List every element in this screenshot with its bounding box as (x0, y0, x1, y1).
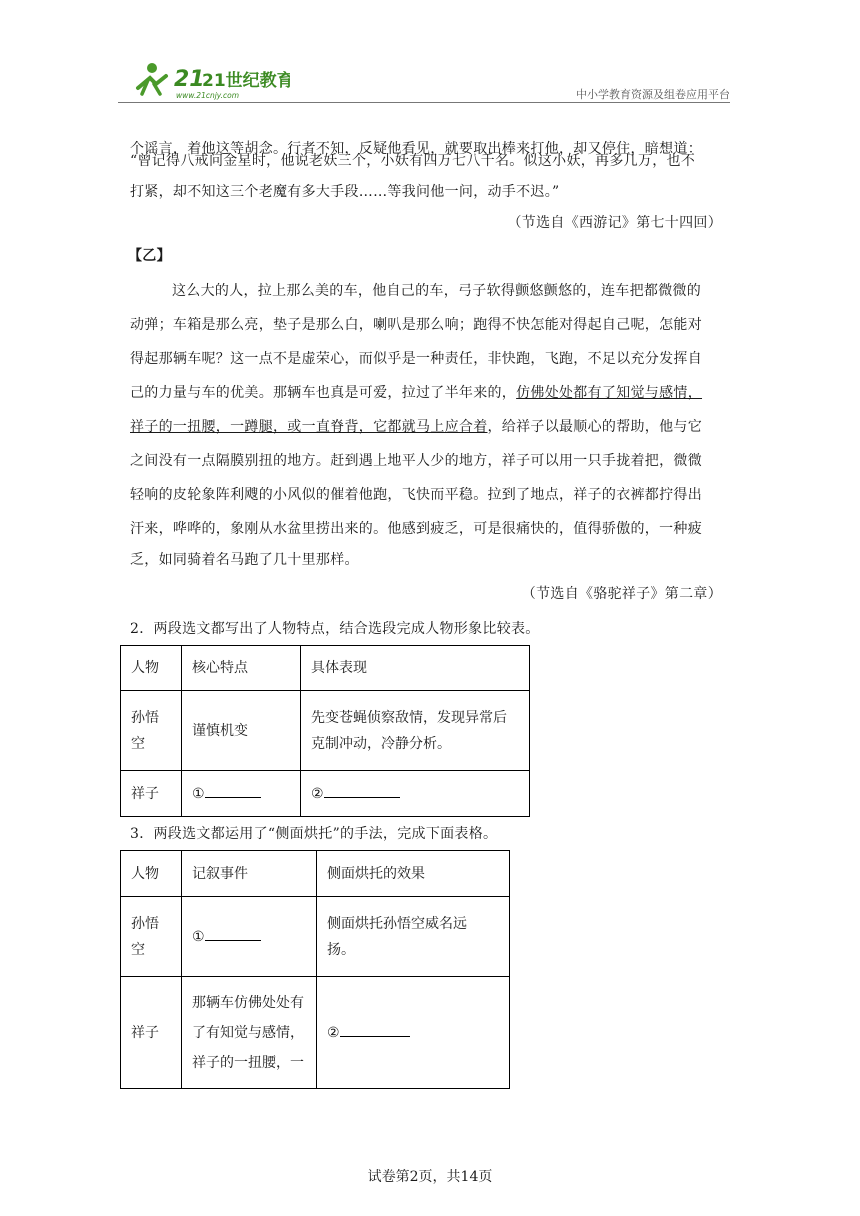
q3-table (120, 850, 510, 1089)
yi-line-1: 这么大的人，拉上那么美的车，他自己的车，弓子软得颤悠颤悠的，连车把都微微的 (172, 283, 702, 299)
table-cell: 记叙事件 (182, 851, 317, 897)
table-header-row (121, 646, 530, 691)
table-row (121, 771, 530, 817)
circled-number: ② (311, 785, 324, 802)
header-divider (118, 102, 730, 103)
table-header-row (121, 851, 510, 897)
yi-label: 【乙】 (128, 248, 171, 264)
page-header (118, 58, 730, 106)
q2-table (120, 645, 530, 817)
page-footer: 试卷第2页，共14页 (367, 1169, 493, 1185)
table-cell: 具体表现 (301, 646, 530, 691)
svg-text:www.21cnjy.com: www.21cnjy.com (176, 91, 240, 100)
yi-line-3: 得起那辆车呢？这一点不是虚荣心，而似乎是一种责任，非快跑，飞跑，不足以充分发挥自 (130, 351, 702, 367)
q3-prompt: 3．两段选文都运用了“侧面烘托”的手法，完成下面表格。 (130, 826, 498, 842)
jia-line-1: 个谣言，着他这等胡念。行者不知，反疑他看见，就要取出棒来打他，却又停住，暗想道： (130, 141, 702, 157)
jia-line-3: 打紧，却不知这三个老魔有多大手段……等我问他一问，动手不迟。” (130, 184, 560, 200)
table-cell: 核心特点 (182, 646, 301, 691)
jia-source: （节选自《西游记》第七十四回） (507, 215, 722, 231)
underlined-phrase-2: 祥子的一扭腰，一蹲腿，或一直脊背，它都就马上应合着 (130, 419, 488, 435)
site-logo (130, 58, 290, 102)
runner-logo-icon (130, 58, 290, 102)
svg-text:21: 21 (174, 67, 205, 92)
table-cell: 祥子 (121, 771, 182, 817)
answer-blank[interactable] (324, 783, 400, 798)
yi-line-4-text: 己的力量与车的优美。那辆车也真是可爱，拉过了半年来的， (130, 385, 517, 401)
table-cell (182, 897, 317, 977)
table-cell (301, 771, 530, 817)
platform-name: 中小学教育资源及组卷应用平台 (576, 88, 730, 101)
table-row (121, 977, 510, 1089)
table-cell: 孙悟 空 (121, 691, 182, 771)
table-cell (317, 977, 510, 1089)
answer-blank[interactable] (340, 1022, 410, 1037)
table-cell: 侧面烘托孙悟空威名远 扬。 (317, 897, 510, 977)
q2-prompt: 2．两段选文都写出了人物特点，结合选段完成人物形象比较表。 (130, 621, 540, 637)
yi-line-2: 动弹；车箱是那么亮，垫子是那么白，喇叭是那么响；跑得不快怎能对得起自己呢，怎能对 (130, 317, 702, 333)
table-cell: 人物 (121, 646, 182, 691)
yi-source: （节选自《骆驼祥子》第二章） (521, 586, 722, 602)
table-cell: 祥子 (121, 977, 182, 1089)
table-cell: 先变苍蝇侦察敌情，发现异常后 克制冲动，冷静分析。 (301, 691, 530, 771)
table-cell: 谨慎机变 (182, 691, 301, 771)
yi-line-5 (130, 417, 702, 437)
answer-blank[interactable] (205, 783, 261, 798)
yi-line-4 (130, 383, 702, 403)
yi-line-6: 之间没有一点隔膜别扭的地方。赶到遇上地平人少的地方，祥子可以用一只手拢着把，微微 (130, 453, 702, 469)
yi-line-8: 汗来，哗哗的，象刚从水盆里捞出来的。他感到疲乏，可是很痛快的，值得骄傲的，一种疲 (130, 521, 702, 537)
jia-line-2: “曾记得八戒问金星时，他说老妖三个，小妖有四万七八千名。似这小妖，再多几万，也不 (130, 153, 696, 169)
circled-number: ② (327, 1024, 340, 1041)
circled-number: ① (192, 785, 205, 802)
svg-text:21世纪教育: 21世纪教育 (202, 71, 290, 91)
underlined-phrase-1: 仿佛处处都有了知觉与感情， (516, 385, 703, 401)
yi-line-7: 轻响的皮轮象阵利飕的小风似的催着他跑，飞快而平稳。拉到了地点，祥子的衣裤都拧得出 (130, 487, 702, 503)
table-cell: 人物 (121, 851, 182, 897)
table-row (121, 897, 510, 977)
table-row (121, 691, 530, 771)
table-cell: 侧面烘托的效果 (317, 851, 510, 897)
answer-blank[interactable] (205, 926, 261, 941)
table-cell (182, 771, 301, 817)
yi-line-9: 乏，如同骑着名马跑了几十里那样。 (130, 552, 359, 568)
yi-line-5-text: ，给祥子以最顺心的帮助，他与它 (487, 419, 702, 435)
table-cell: 孙悟 空 (121, 897, 182, 977)
circled-number: ① (192, 928, 205, 945)
table-cell: 那辆车仿佛处处有 了有知觉与感情， 祥子的一扭腰，一 (182, 977, 317, 1089)
